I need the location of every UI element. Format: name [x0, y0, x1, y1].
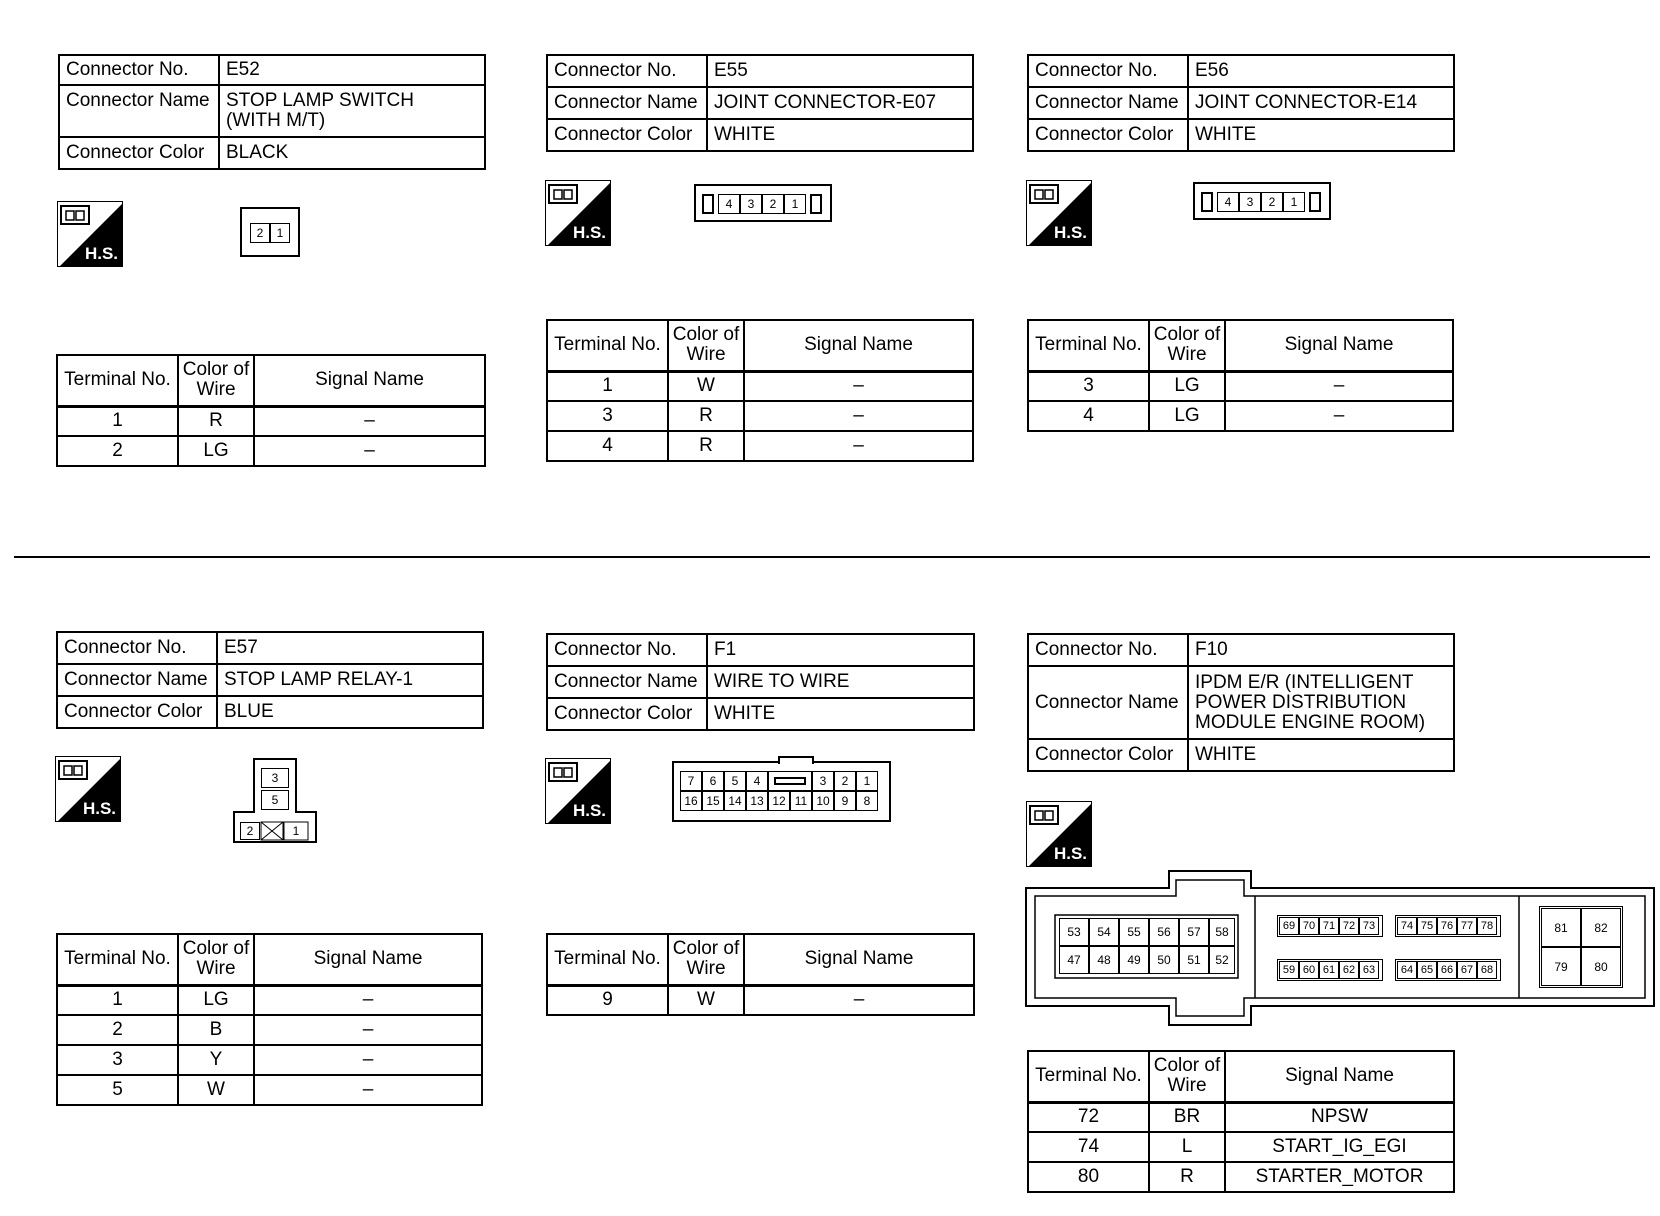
pin: 58	[1209, 918, 1235, 946]
terminal-no: 1	[57, 985, 178, 1015]
connector-info-e52	[58, 54, 486, 170]
signal-name: –	[254, 1075, 482, 1105]
lock-tab	[1201, 192, 1213, 212]
table-row	[57, 1075, 482, 1105]
harness-side-icon	[1026, 180, 1092, 246]
label-connector-name: Connector Name	[1028, 666, 1188, 739]
connector-no: E57	[217, 632, 483, 664]
pin: 79	[1541, 947, 1581, 986]
pin: 48	[1089, 946, 1119, 974]
connector-name: WIRE TO WIRE	[707, 666, 974, 698]
table-row	[1028, 1132, 1454, 1162]
signal-name: –	[254, 436, 485, 466]
pin: 15	[702, 791, 724, 811]
pin: 82	[1581, 908, 1621, 947]
pin: 75	[1417, 917, 1437, 935]
connector-no: E56	[1188, 55, 1454, 87]
header-signal-name: Signal Name	[1225, 1051, 1454, 1102]
label-connector-name: Connector Name	[57, 664, 217, 696]
header-color-of-wire: Color of Wire	[178, 355, 254, 406]
pin: 56	[1149, 918, 1179, 946]
connector-info-f10	[1027, 633, 1455, 772]
hs-label: H.S.	[572, 223, 606, 242]
header-signal-name: Signal Name	[744, 934, 974, 985]
pin: 77	[1457, 917, 1477, 935]
connector-name: STOP LAMP RELAY-1	[217, 664, 483, 696]
connector-no: E52	[219, 55, 485, 85]
table-row	[57, 436, 485, 466]
pin: 3	[812, 771, 834, 791]
table-row	[1028, 371, 1453, 401]
pin: 78	[1477, 917, 1497, 935]
terminal-no: 1	[547, 371, 668, 401]
connector-name: IPDM E/R (INTELLIGENT POWER DISTRIBUTION MODULE ENGINE ROOM)	[1188, 666, 1454, 739]
terminal-no: 3	[57, 1045, 178, 1075]
header-terminal-no: Terminal No.	[1028, 1051, 1149, 1102]
pin: 2	[240, 822, 260, 840]
terminal-table-f10	[1027, 1050, 1455, 1193]
pin: 2	[250, 223, 270, 243]
pin: 51	[1179, 946, 1209, 974]
label-connector-name: Connector Name	[59, 85, 219, 137]
pin: 3	[1239, 192, 1261, 212]
pin: 7	[680, 771, 702, 791]
pin: 73	[1359, 917, 1379, 935]
wire-color: R	[178, 406, 254, 436]
header-color-of-wire: Color of Wire	[1149, 320, 1225, 371]
header-color-of-wire: Color of Wire	[178, 934, 254, 985]
table-row	[1028, 1162, 1454, 1192]
label-connector-no: Connector No.	[1028, 55, 1188, 87]
pin: 60	[1299, 961, 1319, 979]
pin: 53	[1059, 918, 1089, 946]
header-terminal-no: Terminal No.	[57, 355, 178, 406]
wire-color: Y	[178, 1045, 254, 1075]
signal-name: –	[744, 371, 973, 401]
pin: 3	[740, 194, 762, 214]
header-signal-name: Signal Name	[254, 355, 485, 406]
connector-info-e55	[546, 54, 974, 152]
header-terminal-no: Terminal No.	[57, 934, 178, 985]
table-row	[57, 985, 482, 1015]
pin: 64	[1397, 961, 1417, 979]
pin: 1	[292, 824, 300, 838]
connector-face-e57	[232, 758, 318, 844]
signal-name: –	[1225, 401, 1453, 431]
table-row	[547, 371, 973, 401]
header-terminal-no: Terminal No.	[1028, 320, 1149, 371]
label-connector-color: Connector Color	[547, 119, 707, 151]
connector-name: STOP LAMP SWITCH (WITH M/T)	[219, 85, 485, 137]
pin: 4	[1217, 192, 1239, 212]
pin: 47	[1059, 946, 1089, 974]
label-connector-no: Connector No.	[547, 55, 707, 87]
label-connector-no: Connector No.	[1028, 634, 1188, 666]
pin: 65	[1417, 961, 1437, 979]
pin: 61	[1319, 961, 1339, 979]
connector-face-e52	[240, 207, 300, 257]
hs-label: H.S.	[1053, 844, 1087, 863]
hs-label: H.S.	[572, 801, 606, 820]
wire-color: B	[178, 1015, 254, 1045]
terminal-table-e52	[56, 354, 486, 467]
header-signal-name: Signal Name	[254, 934, 482, 985]
header-color-of-wire: Color of Wire	[668, 320, 744, 371]
pin: 63	[1359, 961, 1379, 979]
pin: 1	[1283, 192, 1305, 212]
terminal-no: 5	[57, 1075, 178, 1105]
pin: 80	[1581, 947, 1621, 986]
pin: 68	[1477, 961, 1497, 979]
table-row	[1028, 401, 1453, 431]
pin: 9	[834, 791, 856, 811]
connector-name: JOINT CONNECTOR-E07	[707, 87, 973, 119]
terminal-no: 3	[1028, 371, 1149, 401]
signal-name: –	[744, 401, 973, 431]
signal-name: START_IG_EGI	[1225, 1132, 1454, 1162]
terminal-no: 1	[57, 406, 178, 436]
pin: 1	[784, 194, 806, 214]
signal-name: –	[254, 985, 482, 1015]
connector-color: WHITE	[707, 698, 974, 730]
header-color-of-wire: Color of Wire	[668, 934, 744, 985]
wire-color: R	[668, 431, 744, 461]
pin: 6	[702, 771, 724, 791]
header-terminal-no: Terminal No.	[547, 320, 668, 371]
pin: 66	[1437, 961, 1457, 979]
pin: 14	[724, 791, 746, 811]
terminal-no: 4	[1028, 401, 1149, 431]
pin: 12	[768, 791, 790, 811]
wire-color: LG	[178, 436, 254, 466]
pin: 5	[261, 790, 289, 810]
harness-side-icon	[57, 201, 123, 267]
harness-side-icon	[545, 180, 611, 246]
connector-face-e55	[694, 184, 832, 222]
pin: 2	[1261, 192, 1283, 212]
pin: 50	[1149, 946, 1179, 974]
table-row	[57, 1045, 482, 1075]
key-slot	[768, 771, 812, 791]
terminal-no: 9	[547, 985, 668, 1015]
terminal-no: 2	[57, 1015, 178, 1045]
wire-color: LG	[1149, 371, 1225, 401]
terminal-table-e55	[546, 319, 974, 462]
wire-color: R	[668, 401, 744, 431]
connector-name: JOINT CONNECTOR-E14	[1188, 87, 1454, 119]
pin: 67	[1457, 961, 1477, 979]
signal-name: –	[1225, 371, 1453, 401]
connector-color: BLUE	[217, 696, 483, 728]
pin: 59	[1279, 961, 1299, 979]
connector-color: WHITE	[1188, 119, 1454, 151]
harness-side-icon	[1026, 801, 1092, 867]
connector-info-e56	[1027, 54, 1455, 152]
connector-no: F10	[1188, 634, 1454, 666]
harness-side-icon	[545, 758, 611, 824]
pin: 4	[746, 771, 768, 791]
hs-label: H.S.	[82, 799, 116, 818]
pin: 49	[1119, 946, 1149, 974]
lock-tab	[1309, 192, 1321, 212]
pin: 69	[1279, 917, 1299, 935]
label-connector-color: Connector Color	[59, 137, 219, 169]
header-signal-name: Signal Name	[1225, 320, 1453, 371]
pin: 62	[1339, 961, 1359, 979]
harness-side-icon	[55, 756, 121, 822]
header-signal-name: Signal Name	[744, 320, 973, 371]
connector-color: WHITE	[1188, 739, 1454, 771]
label-connector-no: Connector No.	[547, 634, 707, 666]
pin: 8	[856, 791, 878, 811]
pin: 54	[1089, 918, 1119, 946]
connector-color: BLACK	[219, 137, 485, 169]
wire-color: W	[668, 985, 744, 1015]
terminal-table-e56	[1027, 319, 1454, 432]
table-row	[1028, 1102, 1454, 1132]
connector-info-e57	[56, 631, 484, 729]
table-row	[547, 431, 973, 461]
label-connector-color: Connector Color	[57, 696, 217, 728]
pin: 55	[1119, 918, 1149, 946]
pin: 3	[261, 768, 289, 788]
connector-no: E55	[707, 55, 973, 87]
label-connector-color: Connector Color	[547, 698, 707, 730]
lock-tab	[702, 194, 714, 214]
pin: 1	[856, 771, 878, 791]
table-row	[547, 985, 974, 1015]
signal-name: –	[744, 985, 974, 1015]
pin: 70	[1299, 917, 1319, 935]
wire-color: BR	[1149, 1102, 1225, 1132]
pin: 57	[1179, 918, 1209, 946]
label-connector-color: Connector Color	[1028, 119, 1188, 151]
connector-info-f1	[546, 633, 975, 731]
connector-color: WHITE	[707, 119, 973, 151]
terminal-table-e57	[56, 933, 483, 1106]
terminal-no: 2	[57, 436, 178, 466]
terminal-table-f1	[546, 933, 975, 1016]
terminal-no: 72	[1028, 1102, 1149, 1132]
label-connector-no: Connector No.	[59, 55, 219, 85]
label-connector-color: Connector Color	[1028, 739, 1188, 771]
connector-face-f10	[1025, 870, 1655, 1030]
signal-name: NPSW	[1225, 1102, 1454, 1132]
pin: 2	[762, 194, 784, 214]
pin: 71	[1319, 917, 1339, 935]
terminal-no: 3	[547, 401, 668, 431]
table-row	[57, 406, 485, 436]
pin: 5	[724, 771, 746, 791]
terminal-no: 74	[1028, 1132, 1149, 1162]
terminal-no: 80	[1028, 1162, 1149, 1192]
table-row	[57, 1015, 482, 1045]
pin: 13	[746, 791, 768, 811]
signal-name: STARTER_MOTOR	[1225, 1162, 1454, 1192]
wire-color: W	[668, 371, 744, 401]
wire-color: R	[1149, 1162, 1225, 1192]
label-connector-name: Connector Name	[547, 666, 707, 698]
pin: 72	[1339, 917, 1359, 935]
pin: 76	[1437, 917, 1457, 935]
signal-name: –	[254, 1015, 482, 1045]
signal-name: –	[254, 1045, 482, 1075]
section-divider	[14, 556, 1650, 558]
pin: 2	[834, 771, 856, 791]
header-terminal-no: Terminal No.	[547, 934, 668, 985]
label-connector-no: Connector No.	[57, 632, 217, 664]
connector-face-f1	[672, 761, 891, 822]
hs-label: H.S.	[84, 244, 118, 263]
hs-label: H.S.	[1053, 223, 1087, 242]
label-connector-name: Connector Name	[1028, 87, 1188, 119]
header-color-of-wire: Color of Wire	[1149, 1051, 1225, 1102]
pin: 1	[270, 223, 290, 243]
signal-name: –	[254, 406, 485, 436]
wire-color: LG	[1149, 401, 1225, 431]
connector-face-e56	[1193, 182, 1331, 220]
wire-color: W	[178, 1075, 254, 1105]
wire-color: LG	[178, 985, 254, 1015]
terminal-no: 4	[547, 431, 668, 461]
pin: 4	[718, 194, 740, 214]
table-row	[547, 401, 973, 431]
pin: 52	[1209, 946, 1235, 974]
pin: 81	[1541, 908, 1581, 947]
pin: 10	[812, 791, 834, 811]
wire-color: L	[1149, 1132, 1225, 1162]
pin: 74	[1397, 917, 1417, 935]
pin: 11	[790, 791, 812, 811]
pin: 16	[680, 791, 702, 811]
connector-no: F1	[707, 634, 974, 666]
label-connector-name: Connector Name	[547, 87, 707, 119]
lock-tab	[810, 194, 822, 214]
signal-name: –	[744, 431, 973, 461]
